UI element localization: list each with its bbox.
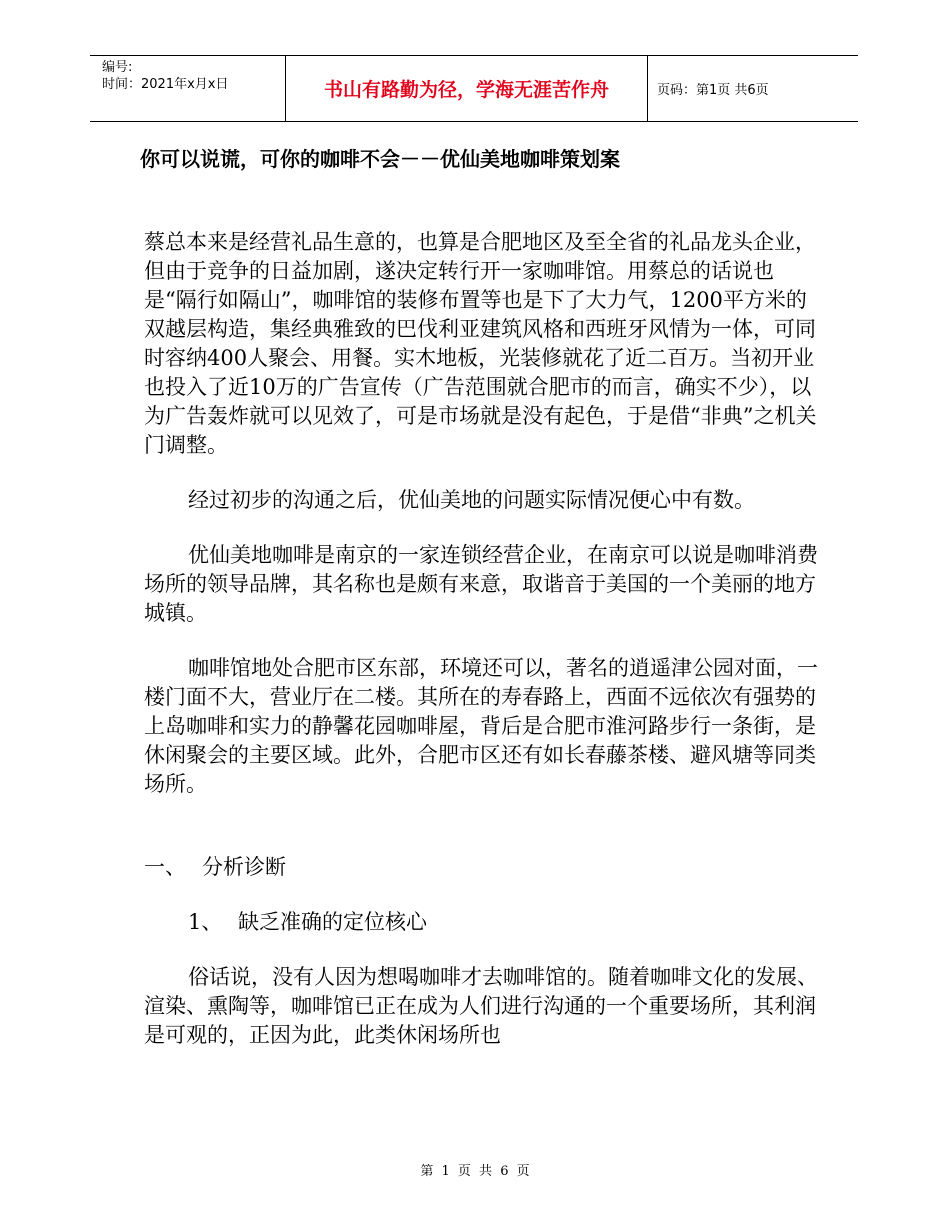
subsection-number: 1、 <box>188 910 223 934</box>
paragraph: 咖啡馆地处合肥市区东部，环境还可以，著名的逍遥津公园对面，一楼门面不大，营业厅在二楼。其所在的寿春路上，西面不远依次有强势的上岛咖啡和实力的静馨花园咖啡屋，背后是合肥市淮河路步行一条街，是休闲聚会的主要区域。此外，合肥市区还有如长春藤茶楼、避风塘等同类场所。 <box>144 656 818 796</box>
number-label: 编号: <box>102 60 133 75</box>
section-number: 一、 <box>144 855 186 879</box>
page-footer: 第 1 页 共 6 页 <box>420 1164 530 1179</box>
header-meta <box>90 56 285 121</box>
document-title: 你可以说谎，可你的咖啡不会－－优仙美地咖啡策划案 <box>140 147 620 171</box>
subsection-heading <box>188 908 824 937</box>
header-page-info: 页码：第1页 共6页 <box>657 83 769 98</box>
paragraph: 俗话说，没有人因为想喝咖啡才去咖啡馆的。随着咖啡文化的发展、渲染、熏陶等，咖啡馆已正在成为人们进行沟通的一个重要场所，其利润是可观的，正因为此，此类休闲场所也 <box>144 965 818 1047</box>
paragraph: 蔡总本来是经营礼品生意的，也算是合肥地区及至全省的礼品龙头企业，但由于竞争的日益加剧，遂决定转行开一家咖啡馆。用蔡总的话说也是“隔行如隔山”，咖啡馆的装修布置等也是下了大力气，1200平方米的双越层构造，集经典雅致的巴伐利亚建筑风格和西班牙风情为一体，可同时容纳400人聚会、用餐。实木地板，光装修就花了近二百万。当初开业也投入了近10万的广告宣传（广告范围就合肥市的而言，确实不少），以为广告轰炸就可以见效了，可是市场就是没有起色，于是借“非典”之机关门调整。 <box>144 230 817 457</box>
paragraph: 优仙美地咖啡是南京的一家连锁经营企业，在南京可以说是咖啡消费场所的领导品牌，其名称也是颇有来意，取谐音于美国的一个美丽的地方城镇。 <box>144 543 818 625</box>
section-title: 分析诊断 <box>202 855 286 879</box>
header-motto: 书山有路勤为径，学海无涯苦作舟 <box>285 56 648 121</box>
document-body <box>144 228 824 1076</box>
section-heading <box>144 853 824 882</box>
document-header <box>90 55 858 122</box>
time-label: 时间：2021年x月x日 <box>102 77 229 92</box>
subsection-title: 缺乏准确的定位核心 <box>238 910 427 934</box>
paragraph: 经过初步的沟通之后，优仙美地的问题实际情况便心中有数。 <box>188 488 755 512</box>
